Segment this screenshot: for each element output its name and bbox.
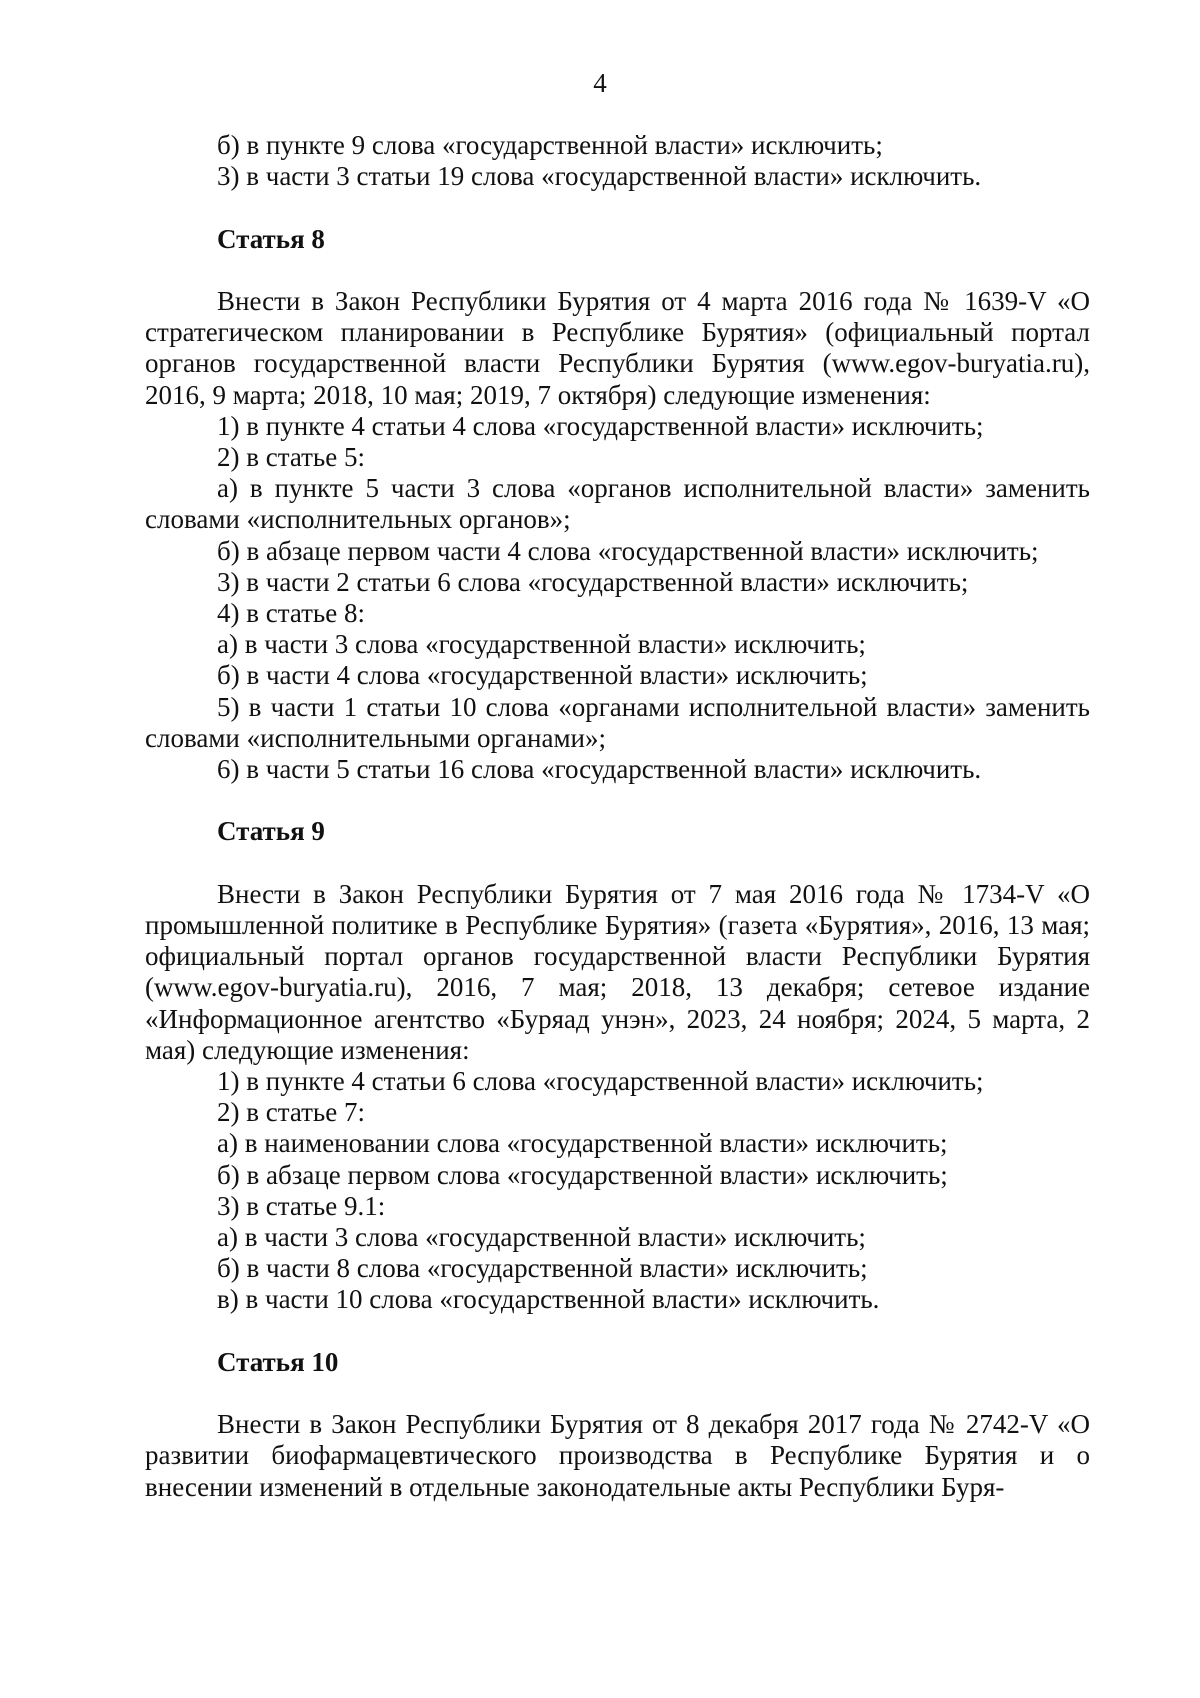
list-item: б) в части 8 слова «государственной власти» исключить; bbox=[217, 1253, 868, 1284]
list-item: б) в абзаце первом слова «государственной власти» исключить; bbox=[217, 1159, 948, 1190]
paragraph: 3) в части 3 статьи 19 слова «государственной власти» исключить. bbox=[217, 161, 982, 192]
list-item: б) в части 4 слова «государственной власти» исключить; bbox=[217, 660, 868, 691]
spacer bbox=[145, 255, 1090, 286]
article-heading-10: Статья 10 bbox=[217, 1346, 339, 1377]
list-item: 1) в пункте 4 статьи 6 слова «государственной власти» исключить; bbox=[217, 1066, 984, 1097]
list-item: а) в пункте 5 части 3 слова «органов исполнительной власти» заменить словами «исполнительных органов»; bbox=[145, 473, 1090, 535]
list-item: а) в части 3 слова «государственной власти» исключить; bbox=[217, 1222, 866, 1253]
list-item: 1) в пункте 4 статьи 4 слова «государственной власти» исключить; bbox=[217, 410, 984, 441]
list-item: 3) в статье 9.1: bbox=[217, 1190, 386, 1221]
article-9-intro: Внести в Закон Республики Бурятия от 7 мая 2016 года № 1734-V «О промышленной политике в Республике Бурятия» (газета «Бурятия», 2016, 13 мая; официальный портал органов государственной власти Республики Бурятия (www.egov-buryatia.ru), 2016, 7 мая; 2018, 13 декабря; сетевое издание «Информационное агентство «Буряад унэн», 2023, 24 ноября; 2024, 5 марта, 2 мая) следующие изменения: bbox=[145, 878, 1090, 1065]
list-item: 6) в части 5 статьи 16 слова «государственной власти» исключить. bbox=[217, 754, 982, 785]
article-10-intro: Внести в Закон Республики Бурятия от 8 декабря 2017 года № 2742-V «О развитии биофармацевтического производства в Республике Бурятия и о внесении изменений в отдельные законодательные акты Республики Буря- bbox=[145, 1409, 1090, 1502]
list-item: 2) в статье 5: bbox=[217, 442, 365, 472]
paragraph: б) в пункте 9 слова «государственной власти» исключить; bbox=[217, 130, 883, 160]
page-number: 4 bbox=[593, 68, 607, 98]
list-item: а) в части 3 слова «государственной власти» исключить; bbox=[217, 629, 866, 660]
spacer bbox=[145, 785, 1090, 816]
article-heading-8: Статья 8 bbox=[217, 223, 325, 254]
spacer bbox=[145, 1378, 1090, 1409]
list-item: б) в абзаце первом части 4 слова «государственной власти» исключить; bbox=[217, 535, 1039, 566]
list-item: 3) в части 2 статьи 6 слова «государственной власти» исключить; bbox=[217, 566, 969, 597]
list-item: в) в части 10 слова «государственной власти» исключить. bbox=[217, 1284, 880, 1315]
spacer bbox=[145, 192, 1090, 223]
article-heading-9: Статья 9 bbox=[217, 816, 325, 847]
spacer bbox=[145, 848, 1090, 879]
list-item: а) в наименовании слова «государственной власти» исключить; bbox=[217, 1128, 948, 1159]
article-8-intro: Внести в Закон Республики Бурятия от 4 марта 2016 года № 1639-V «О стратегическом планировании в Республике Бурятия» (официальный портал органов государственной власти Республики Бурятия (www.egov-buryatia.ru), 2016, 9 марта; 2018, 10 мая; 2019, 7 октября) следующие изменения: bbox=[145, 285, 1090, 410]
list-item: 5) в части 1 статьи 10 слова «органами исполнительной власти» заменить словами «исполнительными органами»; bbox=[145, 691, 1090, 753]
document-body bbox=[145, 130, 1090, 1503]
list-item: 2) в статье 7: bbox=[217, 1097, 365, 1128]
list-item: 4) в статье 8: bbox=[217, 598, 365, 629]
spacer bbox=[145, 1316, 1090, 1347]
